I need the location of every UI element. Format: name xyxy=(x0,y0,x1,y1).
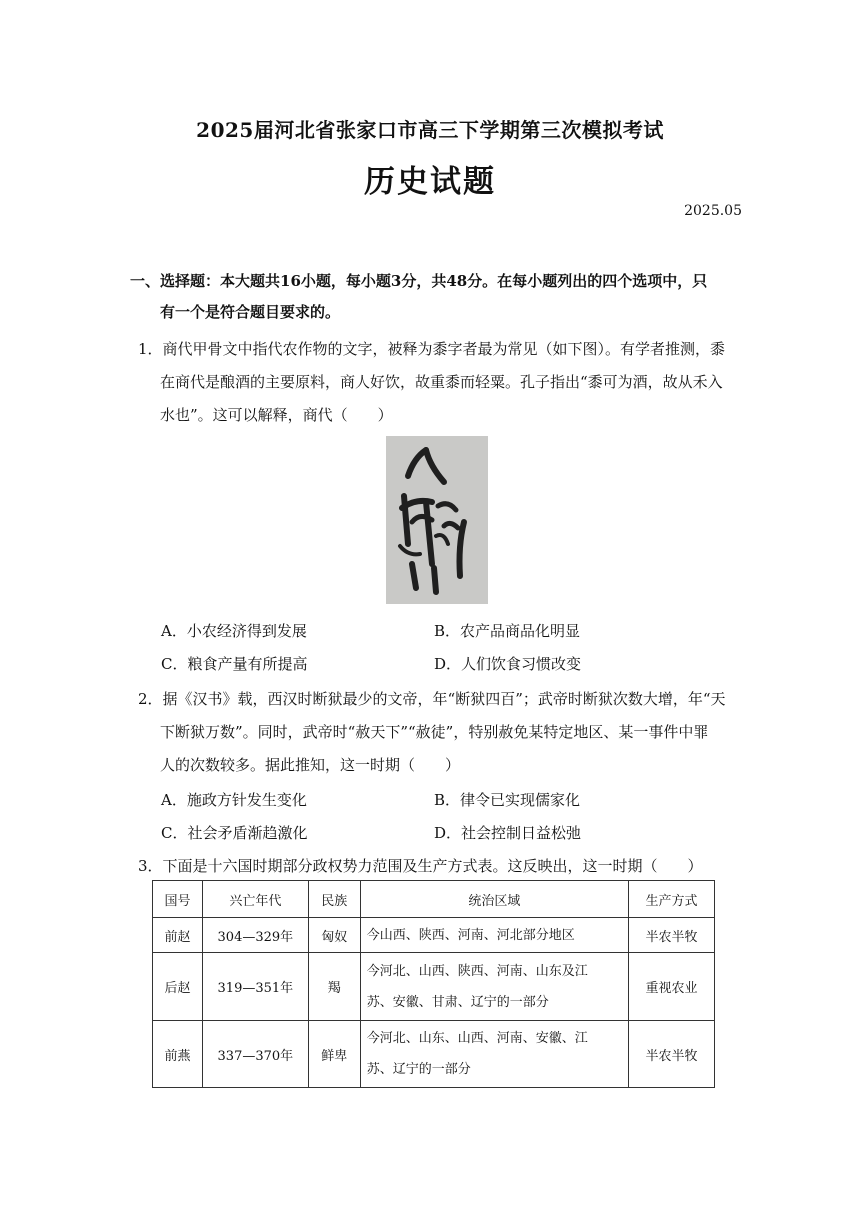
q1-stem-line3: 水也”。这可以解释，商代（ ） xyxy=(160,406,393,424)
cell-region xyxy=(360,1021,628,1088)
section-heading-line1: 一、选择题：本大题共16小题，每小题3分，共48分。在每小题列出的四个选项中，只 xyxy=(130,272,708,290)
cell-ethnic: 匈奴 xyxy=(308,918,360,953)
q1-stem-line1: 1．商代甲骨文中指代农作物的文字，被释为黍字者最为常见（如下图）。有学者推测，黍 xyxy=(138,340,726,358)
q1-stem-line2: 在商代是酿酒的主要原料，商人好饮，故重黍而轻粟。孔子指出“黍可为酒，故从禾入 xyxy=(160,373,723,391)
q2-stem-line1: 2．据《汉书》载，西汉时断狱最少的文帝，年“断狱四百”；武帝时断狱次数大增，年“天 xyxy=(138,690,726,708)
regime-table xyxy=(152,880,715,1088)
region-line: 今山西、陕西、河南、河北部分地区 xyxy=(366,927,575,943)
section-heading-line2: 有一个是符合题目要求的。 xyxy=(160,303,341,321)
q1-option-d[interactable]: D．人们饮食习惯改变 xyxy=(434,655,582,673)
cell-name: 后赵 xyxy=(153,953,203,1021)
table-row xyxy=(153,1021,715,1088)
header-cell: 民族 xyxy=(308,881,360,918)
header-cell: 统治区域 xyxy=(360,881,628,918)
oracle-bone-character-image xyxy=(386,436,488,604)
region-line: 今河北、山东、山西、河南、安徽、江 xyxy=(366,1031,588,1046)
region-line: 苏、安徽、甘肃、辽宁的一部分 xyxy=(366,994,549,1010)
q2-option-d[interactable]: D．社会控制日益松弛 xyxy=(434,824,582,842)
oracle-bone-glyph-icon xyxy=(386,436,488,604)
q3-stem-line1: 3．下面是十六国时期部分政权势力范围及生产方式表。这反映出，这一时期（ ） xyxy=(138,857,703,875)
cell-mode: 半农半牧 xyxy=(629,918,715,953)
cell-mode: 半农半牧 xyxy=(629,1021,715,1088)
cell-name: 前赵 xyxy=(153,918,203,953)
q1-option-c[interactable]: C．粮食产量有所提高 xyxy=(161,655,308,673)
table-row xyxy=(153,953,715,1021)
q1-option-b[interactable]: B．农产品商品化明显 xyxy=(434,622,581,640)
q2-stem-line2: 下断狱万数”。同时，武帝时“赦天下”“赦徒”，特别赦免某特定地区、某一事件中罪 xyxy=(160,723,709,741)
cell-region xyxy=(360,953,628,1021)
header-cell: 国号 xyxy=(153,881,203,918)
exam-date: 2025.05 xyxy=(684,203,742,219)
region-line: 今河北、山西、陕西、河南、山东及江 xyxy=(366,963,588,979)
cell-years: 319—351年 xyxy=(202,953,308,1021)
cell-region xyxy=(360,918,628,953)
region-line: 苏、辽宁的一部分 xyxy=(366,1062,471,1077)
q2-option-a[interactable]: A．施政方针发生变化 xyxy=(161,791,307,809)
cell-ethnic: 鲜卑 xyxy=(308,1021,360,1088)
header-cell: 兴亡年代 xyxy=(202,881,308,918)
cell-years: 304—329年 xyxy=(202,918,308,953)
q2-option-b[interactable]: B．律令已实现儒家化 xyxy=(434,791,581,809)
header-cell: 生产方式 xyxy=(629,881,715,918)
cell-name: 前燕 xyxy=(153,1021,203,1088)
table-row xyxy=(153,918,715,953)
table-header-row xyxy=(153,881,715,918)
cell-years: 337—370年 xyxy=(202,1021,308,1088)
cell-mode: 重视农业 xyxy=(629,953,715,1021)
q1-option-a[interactable]: A．小农经济得到发展 xyxy=(161,622,307,640)
q2-option-c[interactable]: C．社会矛盾渐趋激化 xyxy=(161,824,308,842)
subject-title: 历史试题 xyxy=(364,164,496,200)
q2-stem-line3: 人的次数较多。据此推知，这一时期（ ） xyxy=(160,756,461,774)
exam-title: 2025届河北省张家口市高三下学期第三次模拟考试 xyxy=(196,118,664,142)
cell-ethnic: 羯 xyxy=(308,953,360,1021)
